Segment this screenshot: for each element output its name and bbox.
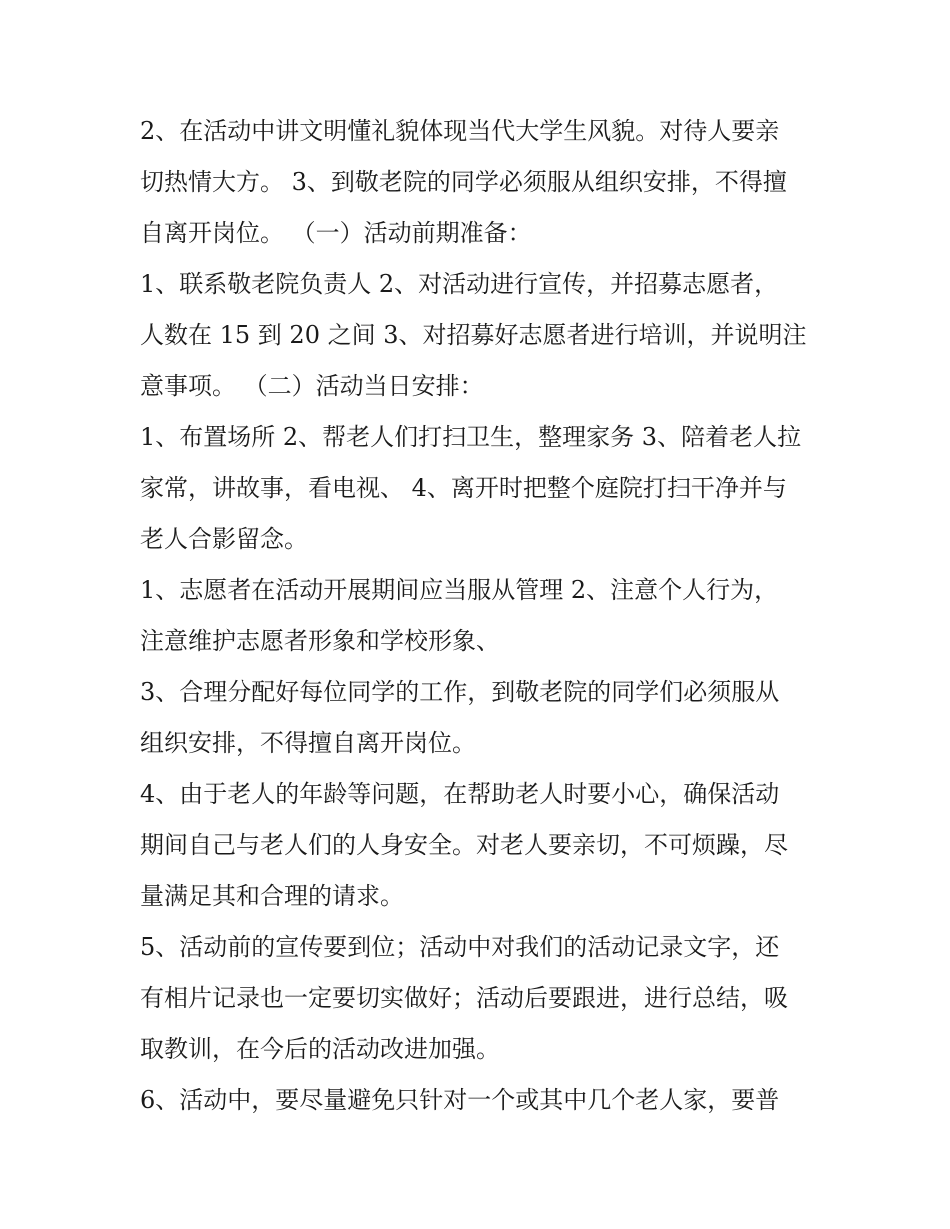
text-line: 家常，讲故事，看电视、 4、离开时把整个庭院打扫干净并与 bbox=[140, 474, 787, 502]
text-line: 期间自己与老人们的人身安全。对老人要亲切，不可烦躁，尽 bbox=[140, 831, 788, 859]
text-line: 组织安排，不得擅自离开岗位。 bbox=[140, 729, 476, 757]
text-line: 意事项。 （二）活动当日安排： bbox=[140, 372, 484, 400]
text-line: 老人合影留念。 bbox=[140, 525, 308, 553]
text-line: 1、联系敬老院负责人 2、对活动进行宣传，并招募志愿者， bbox=[140, 270, 779, 298]
text-line: 人数在 15 到 20 之间 3、对招募好志愿者进行培训，并说明注 bbox=[140, 321, 807, 349]
text-line: 切热情大方。 3、到敬老院的同学必须服从组织安排，不得擅 bbox=[140, 168, 787, 196]
text-line: 取教训，在今后的活动改进加强。 bbox=[140, 1035, 500, 1063]
text-line: 量满足其和合理的请求。 bbox=[140, 882, 404, 910]
text-line: 4、由于老人的年龄等问题，在帮助老人时要小心，确保活动 bbox=[140, 780, 780, 808]
text-line: 1、布置场所 2、帮老人们打扫卫生，整理家务 3、陪着老人拉 bbox=[140, 423, 802, 451]
body-text bbox=[140, 106, 820, 1126]
text-line: 有相片记录也一定要切实做好；活动后要跟进，进行总结，吸 bbox=[140, 984, 788, 1012]
text-line: 6、活动中，要尽量避免只针对一个或其中几个老人家，要普 bbox=[140, 1086, 780, 1114]
text-line: 自离开岗位。 （一）活动前期准备： bbox=[140, 219, 532, 247]
text-line: 5、活动前的宣传要到位；活动中对我们的活动记录文字，还 bbox=[140, 933, 780, 961]
text-line: 2、在活动中讲文明懂礼貌体现当代大学生风貌。对待人要亲 bbox=[140, 117, 780, 145]
text-line: 注意维护志愿者形象和学校形象、 bbox=[140, 627, 500, 655]
text-line: 1、志愿者在活动开展期间应当服从管理 2、注意个人行为， bbox=[140, 576, 779, 604]
text-line: 3、合理分配好每位同学的工作，到敬老院的同学们必须服从 bbox=[140, 678, 780, 706]
